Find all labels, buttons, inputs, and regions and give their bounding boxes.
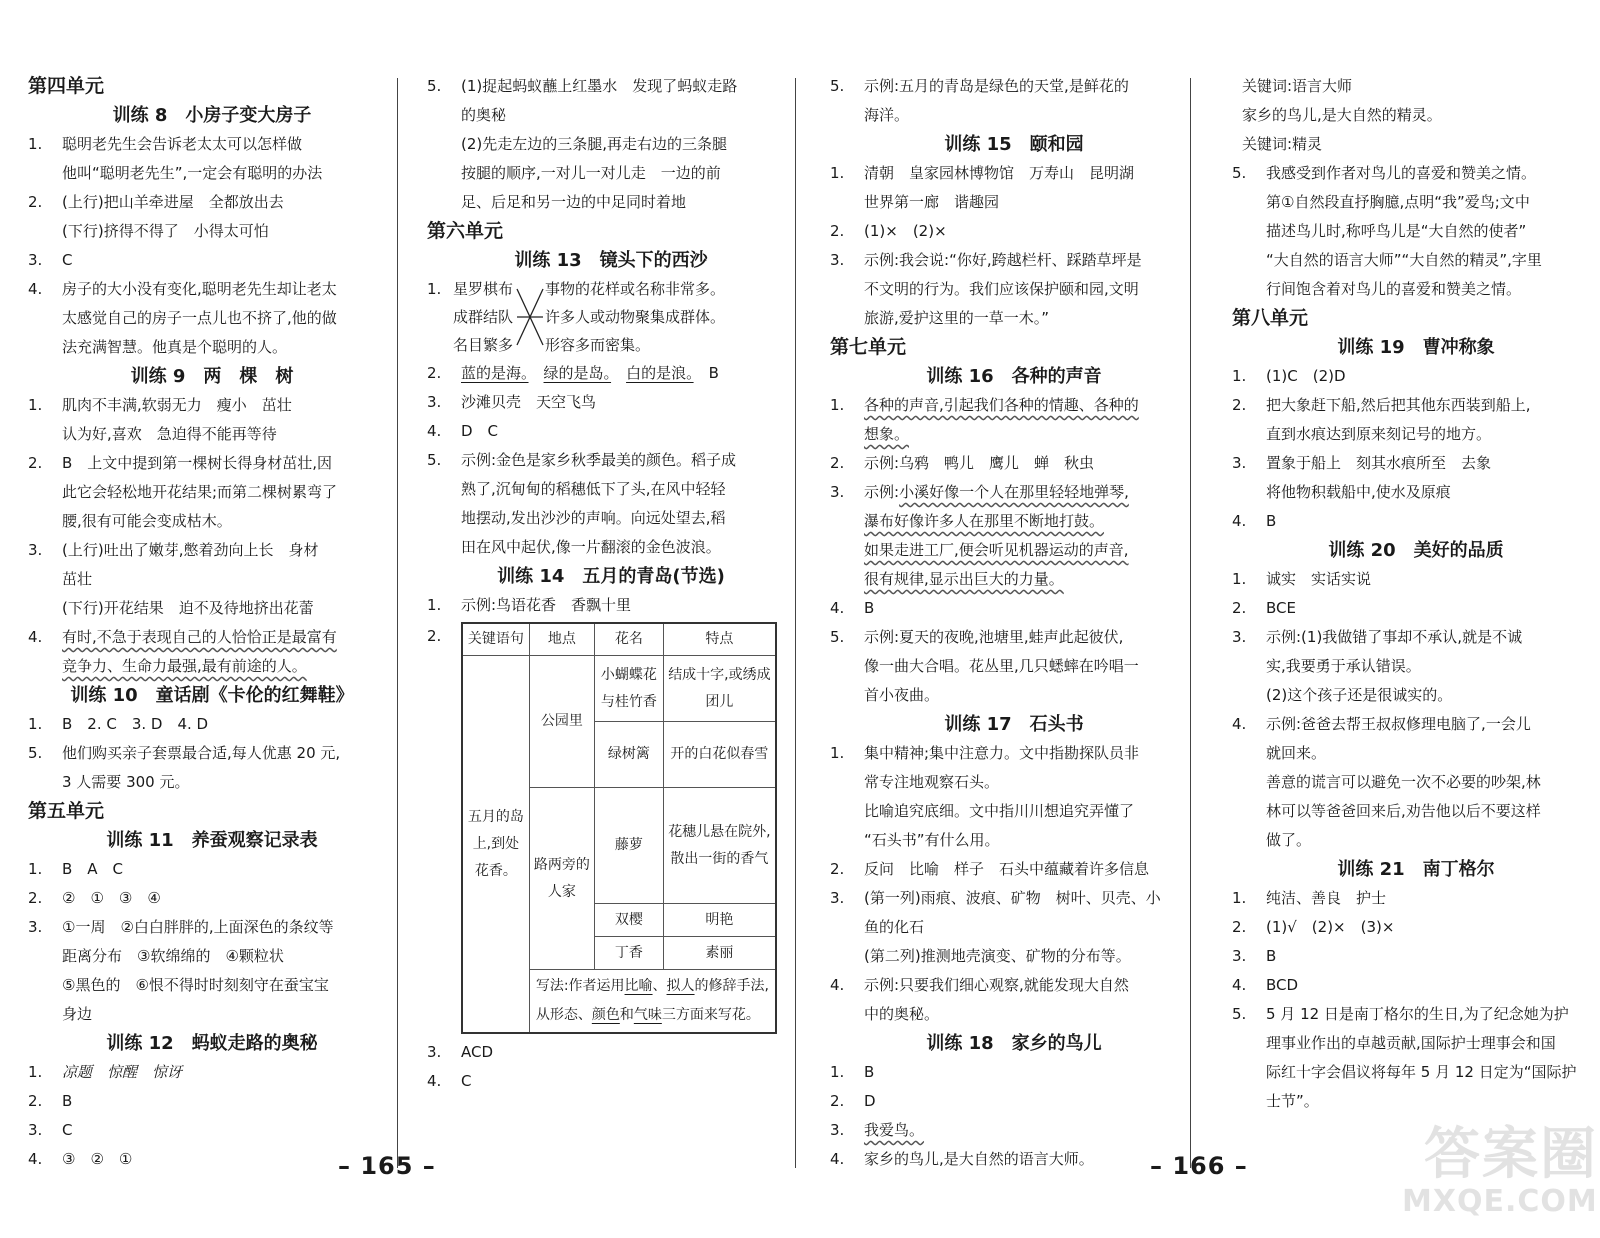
watermark-logo — [1398, 1110, 1598, 1230]
table-cell: 路两旁的人家 — [529, 788, 594, 970]
answer-item: 2. (上行)把山羊牵进屋 全都放出去 (下行)挤得不得了 小得太可怕 — [28, 193, 284, 240]
answer-item: 1. 诚实 实话实说 — [1232, 570, 1372, 588]
answer-item: 2. ② ① ③ ④ — [28, 889, 161, 907]
lesson-title: 训练 20 美好的品质 — [1328, 540, 1504, 561]
lesson-title: 训练 19 曹冲称象 — [1337, 337, 1495, 358]
match-right-def: 许多人或动物聚集成群体。 — [545, 308, 726, 326]
matching-diagram: 1. 星罗棋布 成群结队 名目繁多 事物的花样或名称非常多。 许多人或动物聚集成群体。 形容多而密集。 — [427, 275, 795, 359]
answer-item: 5. 5 月 12 日是南丁格尔的生日,为了纪念她为护 理事业作出的卓越贡献,国际护士理事会和国 际红十字会倡议将每年 5 月 12 日定为“国际护 士节”。 — [1232, 1005, 1577, 1110]
answer-item: 1. 聪明老先生会告诉老太太可以怎样做 他叫“聪明老先生”,一定会有聪明的办法 — [28, 135, 323, 182]
answer-item: 3. 我爱鸟。 — [830, 1121, 925, 1139]
answer-item: 1. 肌肉不丰满,软弱无力 瘦小 茁壮 认为好,喜欢 急迫得不能再等待 — [28, 396, 292, 443]
answer-item: 3. (上行)吐出了嫩芽,憋着劲向上长 身材 茁壮 (下行)开花结果 迫不及待地挤出花蕾 — [28, 541, 319, 617]
answer-line: 家乡的鸟儿,是大自然的精灵。 — [1242, 106, 1442, 124]
answer-item: 4. B — [1232, 512, 1277, 530]
lesson-title: 训练 8 小房子变大房子 — [112, 105, 312, 126]
match-left-term: 成群结队 — [453, 308, 514, 326]
answer-item: 2. 把大象赶下船,然后把其他东西装到船上, 直到水痕达到原来刻记号的地方。 — [1232, 396, 1531, 443]
match-lines — [515, 275, 545, 359]
table-cell: 结成十字,或绣成团儿 — [663, 656, 776, 722]
answer-item: 4. 有时,不急于表现自己的人恰恰正是最富有 竞争力、生命力最强,最有前途的人。 — [28, 628, 337, 675]
table-cell: 开的白花似春雪 — [663, 722, 776, 788]
answer-item: 1. 示例:鸟语花香 香飘十里 — [427, 596, 632, 614]
lesson-title: 训练 12 蚂蚁走路的奥秘 — [106, 1033, 318, 1054]
answer-item: 4. 房子的大小没有变化,聪明老先生却让老太 太感觉自己的房子一点儿也不挤了,他的做 法充满智慧。他真是个聪明的人。 — [28, 280, 337, 356]
answer-item: 1. B A C — [28, 860, 124, 878]
answer-item: 1. 集中精神;集中注意力。文中指勘探队员非 常专注地观察石头。 比喻追究底细。文中指川川想追究弄懂了 “石头书”有什么用。 — [830, 744, 1140, 849]
answer-item: 5. 示例:金色是家乡秋季最美的颜色。稻子成 熟了,沉甸甸的稻穗低下了头,在风中轻轻 地摆动,发出沙沙的声响。向远处望去,稻 田在风中起伏,像一片翻滚的金色波浪。 — [427, 451, 737, 556]
table-cell: 丁香 — [594, 937, 663, 970]
table-footer: 写法:作者运用比喻、拟人的修辞手法, 从形态、颜色和气味三方面来写花。 — [529, 970, 776, 1034]
answer-item: 3. C — [28, 251, 73, 269]
answer-item: 5. 示例:夏天的夜晚,池塘里,蛙声此起彼伏, 像一曲大合唱。花丛里,几只蟋蟀在吟唱一 首小夜曲。 — [830, 628, 1139, 704]
keyword-line: 关键词:语言大师 — [1242, 77, 1353, 95]
answer-item: 3. 沙滩贝壳 天空飞鸟 — [427, 393, 597, 411]
unit-heading: 第四单元 — [28, 75, 105, 97]
lesson-title: 训练 17 石头书 — [944, 714, 1084, 735]
answer-item: 2. D — [830, 1092, 876, 1110]
column-divider — [795, 78, 796, 1168]
answer-item: 3. ACD — [427, 1043, 494, 1061]
answer-item: 2. B 上文中提到第一棵树长得身材茁壮,因 此它会轻松地开花结果;而第二棵树累弯了 腰,很有可能会变成枯木。 — [28, 454, 338, 530]
table-cell: 五月的岛上,到处花香。 — [462, 656, 529, 1034]
page-number-left: – 165 – — [338, 1152, 436, 1180]
answer-item: 3. 置象于船上 刻其水痕所至 去象 将他物积载船中,使水及原痕 — [1232, 454, 1492, 501]
answer-item: 1. (1)C (2)D — [1232, 367, 1346, 385]
answer-item: 3. (第一列)雨痕、波痕、矿物 树叶、贝壳、小 鱼的化石 (第二列)推测地壳演变、矿物的分布等。 — [830, 889, 1161, 965]
answer-item: 1. 各种的声音,引起我们各种的情趣、各种的 想象。 — [830, 396, 1139, 443]
column-1 — [28, 72, 396, 1174]
lesson-title: 训练 15 颐和园 — [944, 134, 1084, 155]
lesson-title: 训练 10 童话剧《卡伦的红舞鞋》 — [70, 685, 354, 706]
lesson-title: 训练 13 镜头下的西沙 — [514, 250, 708, 271]
column-4 — [1232, 72, 1600, 1116]
table-cell: 绿树篱 — [594, 722, 663, 788]
match-right-def: 形容多而密集。 — [545, 336, 651, 354]
table-cell: 双樱 — [594, 904, 663, 937]
match-left-term: 星罗棋布 — [453, 280, 514, 298]
answer-item: 4. D C — [427, 422, 499, 440]
keyword-line: 关键词:精灵 — [1242, 135, 1323, 153]
answer-item: 3. ①一周 ②白白胖胖的,上面深色的条纹等 距离分布 ③软绵绵的 ④颗粒状 ⑤黑色的 ⑥恨不得时时刻刻守在蚕宝宝 身边 — [28, 918, 334, 1023]
column-divider — [397, 78, 398, 1168]
answer-item: 3. B — [1232, 947, 1277, 965]
flower-table — [461, 622, 777, 1034]
table-cell: 明艳 — [663, 904, 776, 937]
unit-heading: 第六单元 — [427, 220, 504, 242]
answer-item: 3. 示例:(1)我做错了事却不承认,就是不诚 实,我要勇于承认错误。 (2)这个孩子还是很诚实的。 — [1232, 628, 1523, 704]
table-cell: 公园里 — [529, 656, 594, 788]
answer-item: 1. B 2. C 3. D 4. D — [28, 715, 209, 733]
match-right-def: 事物的花样或名称非常多。 — [545, 280, 726, 298]
answer-item: 2. B — [28, 1092, 73, 1110]
answer-item: 1. B — [830, 1063, 875, 1081]
answer-item: 2. 蓝的是海。 绿的是岛。 白的是浪。 B — [427, 364, 719, 382]
answer-item: 4. 家乡的鸟儿,是大自然的语言大师。 — [830, 1150, 1094, 1168]
column-divider — [1190, 78, 1191, 1168]
answer-item: 4. ③ ② ① — [28, 1150, 133, 1168]
answer-item: 2. 示例:乌鸦 鸭儿 鹰儿 蝉 秋虫 — [830, 454, 1095, 472]
table-cell: 素丽 — [663, 937, 776, 970]
answer-item: 2. (1)× (2)× — [830, 222, 947, 240]
lesson-title: 训练 11 养蚕观察记录表 — [106, 830, 318, 851]
answer-item: 2. (1)√ (2)× (3)× — [1232, 918, 1395, 936]
answer-item: 3. C — [28, 1121, 73, 1139]
table-cell: 小蝴蝶花与桂竹香 — [594, 656, 663, 722]
lesson-title: 训练 18 家乡的鸟儿 — [926, 1033, 1102, 1054]
lesson-title: 训练 16 各种的声音 — [926, 366, 1102, 387]
column-2 — [427, 72, 795, 1096]
answer-item: 4. BCD — [1232, 976, 1299, 994]
answer-item: 1. 凉题 惊醒 惊讶 — [28, 1063, 183, 1081]
table-header: 特点 — [663, 623, 776, 656]
answer-item: 3. 示例:小溪好像一个人在那里轻轻地弹琴, 瀑布好像许多人在那里不断地打鼓。 如果走进工厂,便会听见机器运动的声音, 很有规律,显示出巨大的力量。 — [830, 483, 1129, 588]
table-header: 地点 — [529, 623, 594, 656]
unit-heading: 第五单元 — [28, 800, 105, 822]
answer-item: 3. 示例:我会说:“你好,跨越栏杆、踩踏草坪是 不文明的行为。我们应该保护颐和园,文明 旅游,爱护这里的一草一木。” — [830, 251, 1142, 327]
answer-item: 5. 示例:五月的青岛是绿色的天堂,是鲜花的 海洋。 — [830, 77, 1129, 124]
answer-item: 5. 他们购买亲子套票最合适,每人优惠 20 元, 3 人需要 300 元。 — [28, 744, 341, 791]
answer-item: 4. 示例:只要我们细心观察,就能发现大自然 中的奥秘。 — [830, 976, 1129, 1023]
answer-item: 2. 反问 比喻 样子 石头中蕴藏着许多信息 — [830, 860, 1150, 878]
unit-heading: 第八单元 — [1232, 307, 1309, 329]
answer-item: 1. 清朝 皇家园林博物馆 万寿山 昆明湖 世界第一廊 谐趣园 — [830, 164, 1135, 211]
match-left-term: 名目繁多 — [453, 336, 514, 354]
answer-item: 4. C — [427, 1072, 472, 1090]
answer-item: 5. (1)捉起蚂蚁蘸上红墨水 发现了蚂蚁走路 的奥秘 (2)先走左边的三条腿,再走右边的三条腿 按腿的顺序,一对儿一对儿走 一边的前 足、后足和另一边的中足同时着地 — [427, 77, 738, 211]
answer-table-wrap: 2. 关键语句 地点 花名 特点 五月的岛上,到处花香。 公园里 小蝴蝶花与桂竹香 结成十字,或绣成团儿 绿树篱 开的白花似春雪 路两旁的人家 藤萝 花穗儿悬在院外,散出一街的香气 双樱 明艳 丁香 素丽 写法:作者运用比喻、拟人的修辞手法, 从形态、颜色和气味三方面来写花。 — [427, 622, 795, 1034]
lesson-title: 训练 9 两 棵 树 — [130, 366, 294, 387]
watermark-url: MXQE.COM — [1402, 1184, 1598, 1219]
table-header: 花名 — [594, 623, 663, 656]
lesson-title: 训练 14 五月的青岛(节选) — [497, 566, 725, 587]
table-cell: 花穗儿悬在院外,散出一街的香气 — [663, 788, 776, 904]
column-3 — [830, 72, 1198, 1174]
answer-item: 1. 纯洁、善良 护士 — [1232, 889, 1387, 907]
unit-heading: 第七单元 — [830, 336, 907, 358]
answer-item: 2. BCE — [1232, 599, 1296, 617]
answer-item: 4. B — [830, 599, 875, 617]
lesson-title: 训练 21 南丁格尔 — [1337, 859, 1495, 880]
answer-item: 5. 我感受到作者对鸟儿的喜爱和赞美之情。 第①自然段直抒胸臆,点明“我”爱鸟;文中 描述鸟儿时,称呼鸟儿是“大自然的使者” “大自然的语言大师”“大自然的精灵”,字里 行间饱含着对鸟儿的喜爱和赞美之情。 — [1232, 164, 1542, 298]
table-header: 关键语句 — [462, 623, 529, 656]
page-number-right: – 166 – — [1150, 1152, 1248, 1180]
watermark-text: 答案圈 — [1424, 1122, 1598, 1187]
table-cell: 藤萝 — [594, 788, 663, 904]
answer-item: 4. 示例:爸爸去帮王叔叔修理电脑了,一会儿 就回来。 善意的谎言可以避免一次不必要的吵架,林 林可以等爸爸回来后,劝告他以后不要这样 做了。 — [1232, 715, 1541, 849]
